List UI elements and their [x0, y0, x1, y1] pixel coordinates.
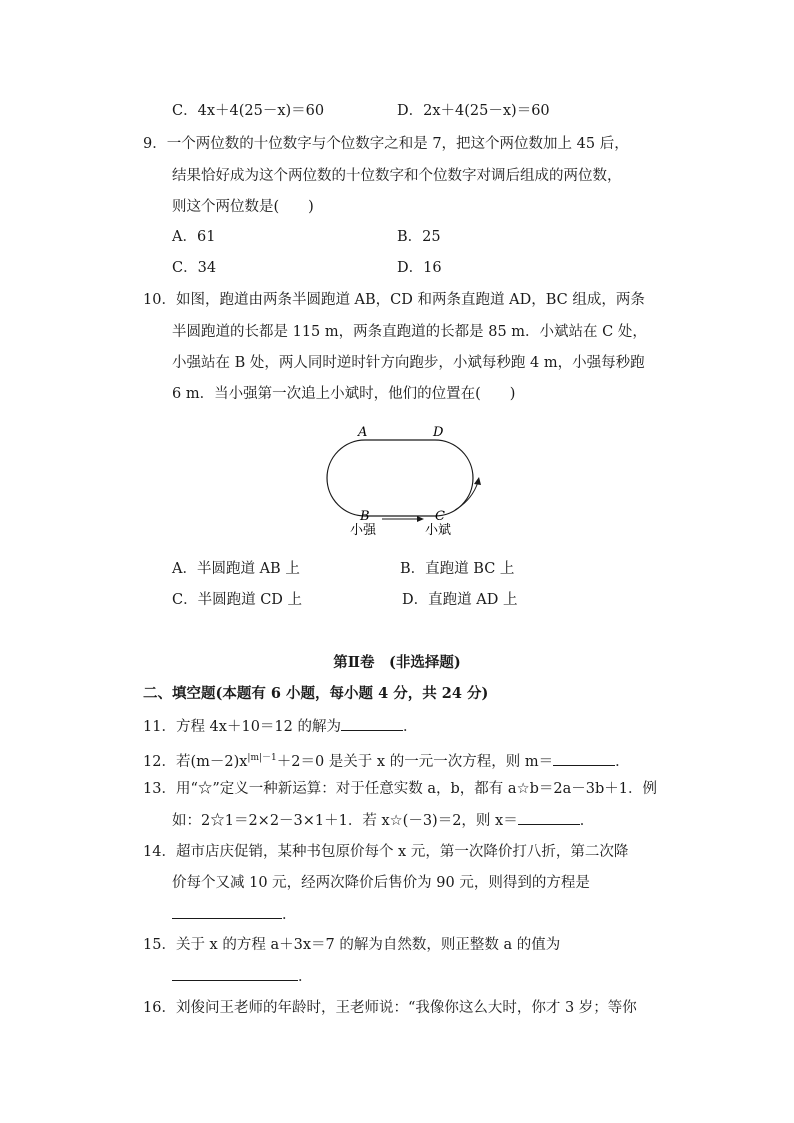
q11	[143, 716, 417, 737]
q12-pre: 12．若(m－2)x	[143, 753, 248, 770]
label-a: A	[358, 425, 368, 440]
q11-end: ．	[402, 719, 418, 735]
q15-line1: 15．关于 x 的方程 a＋3x＝7 的解为自然数，则正整数 a 的值为	[143, 937, 561, 953]
q10-option-a: A．半圆跑道 AB 上	[172, 561, 300, 577]
name-xiaobin: 小斌	[425, 523, 452, 538]
q10-option-c: C．半圆跑道 CD 上	[172, 592, 303, 608]
q13-line2	[172, 810, 594, 831]
q12-end: ．	[615, 753, 630, 770]
q13-end: ．	[579, 813, 595, 829]
q10-option-d: D．直跑道 AD 上	[402, 592, 518, 608]
q10-stem-line2: 半圆跑道的长都是 115 m，两条直跑道的长都是 85 m．小斌站在 C 处，	[172, 324, 647, 340]
q8-option-c: C．4x＋4(25－x)＝60	[172, 103, 325, 119]
direction-arrow-head	[417, 516, 424, 522]
q10-stem-line4: 6 m．当小强第一次追上小斌时，他们的位置在( )	[172, 386, 516, 402]
q11-text: 11．方程 4x＋10＝12 的解为	[143, 719, 341, 735]
name-xiaoqiang: 小强	[350, 523, 377, 538]
label-b: B	[360, 509, 370, 524]
q9-option-b: B．25	[397, 229, 441, 245]
q9-stem-line2: 结果恰好成为这个两位数的十位数字和个位数字对调后组成的两位数，	[172, 168, 622, 184]
q9-option-a: A．61	[172, 229, 216, 245]
q14-line3	[172, 904, 297, 925]
q10-option-b: B．直跑道 BC 上	[400, 561, 515, 577]
q12-post: ＋2＝0 是关于 x 的一元一次方程，则 m＝	[276, 753, 554, 770]
q14-line2: 价每个又减 10 元，经两次降价后售价为 90 元，则得到的方程是	[172, 875, 590, 891]
q9-option-c: C．34	[172, 260, 217, 276]
q9-stem-line3: 则这个两位数是( )	[172, 199, 314, 215]
label-d: D	[433, 425, 444, 440]
q12-exponent: |m|－1	[247, 753, 277, 763]
q9-option-d: D．16	[397, 260, 442, 276]
part2-title: 第Ⅱ卷 (非选择题)	[333, 654, 461, 671]
label-c: C	[435, 509, 445, 524]
q13-blank[interactable]	[518, 810, 580, 825]
curved-arrow	[455, 482, 478, 510]
q15-blank[interactable]	[172, 966, 298, 981]
q10-stem-line1: 10．如图，跑道由两条半圆跑道 AB，CD 和两条直跑道 AD，BC 组成，两条	[143, 292, 645, 308]
track-figure	[320, 420, 500, 545]
q10-stem-line3: 小强站在 B 处，两人同时逆时针方向跑步，小斌每秒跑 4 m，小强每秒跑	[172, 355, 645, 371]
q13-line1: 13．用“☆”定义一种新运算：对于任意实数 a，b，都有 a☆b＝2a－3b＋1．例	[143, 781, 657, 797]
q14-blank[interactable]	[172, 904, 282, 919]
q12-blank[interactable]	[553, 751, 615, 766]
q16-line1: 16．刘俊问王老师的年龄时，王老师说：“我像你这么大时，你才 3 岁；等你	[143, 1000, 637, 1016]
q9-stem-line1: 9．一个两位数的十位数字与个位数字之和是 7，把这个两位数加上 45 后，	[143, 136, 629, 152]
section-title: 二、填空题(本题有 6 小题，每小题 4 分，共 24 分)	[143, 685, 489, 702]
curved-arrow-head	[474, 477, 481, 485]
q11-blank[interactable]	[341, 716, 403, 731]
q12	[143, 748, 630, 772]
q14-line1: 14．超市店庆促销，某种书包原价每个 x 元，第一次降价打八折，第二次降	[143, 844, 629, 860]
q15-line2	[172, 966, 313, 987]
track-outline	[327, 440, 473, 516]
q8-option-d: D．2x＋4(25－x)＝60	[397, 103, 550, 119]
q15-end: ．	[298, 969, 313, 985]
q13-line2-text: 如：2☆1＝2×2－3×1＋1．若 x☆(－3)＝2，则 x＝	[172, 813, 518, 829]
q14-end: ．	[282, 907, 297, 923]
